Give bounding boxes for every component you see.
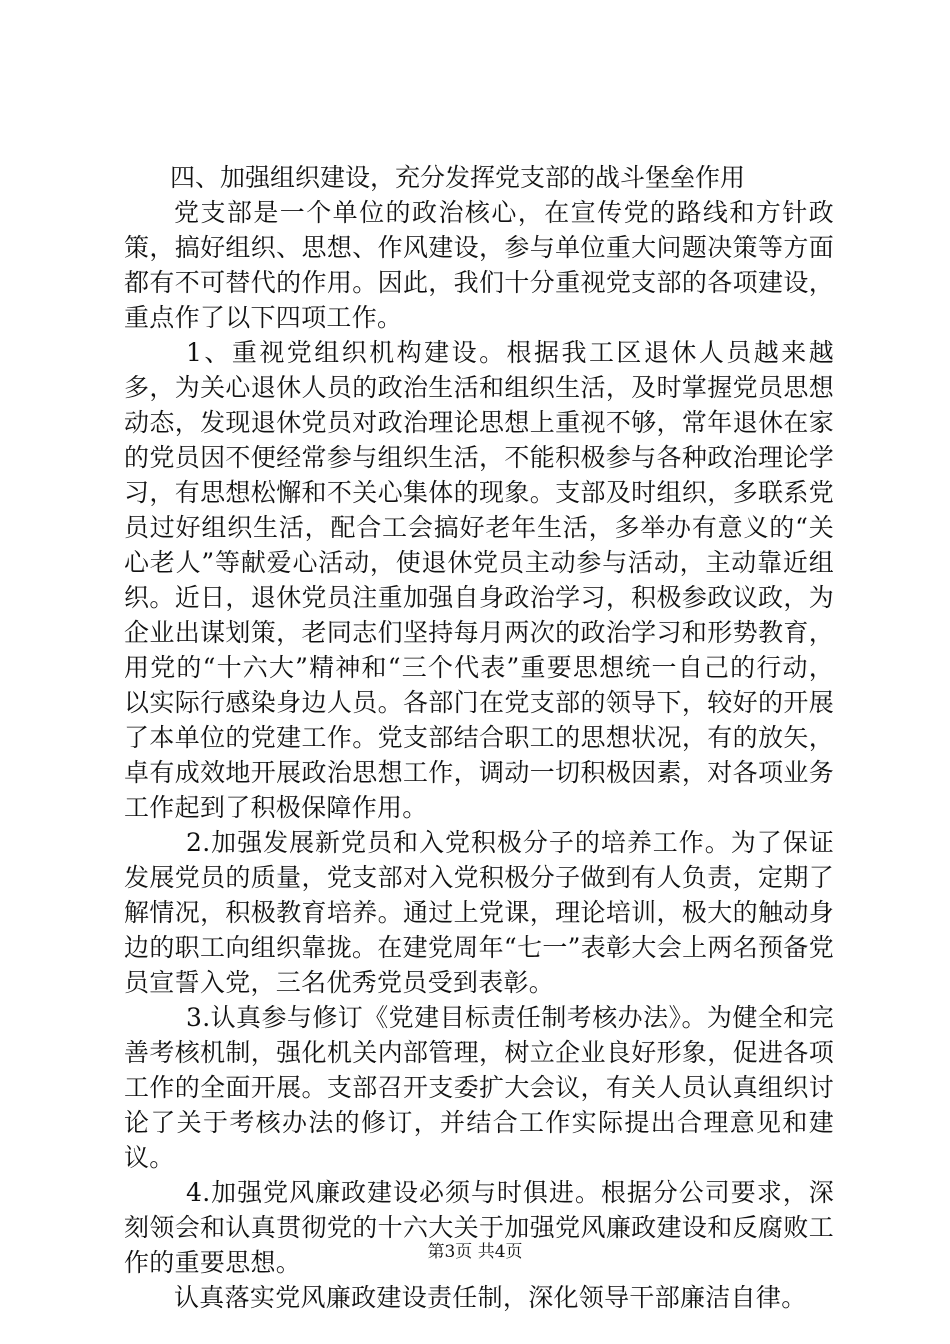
paragraph-item-1: 1、重视党组织机构建设。根据我工区退休人员越来越多，为关心退休人员的政治生活和组织生活，及时掌握党员思想动态，发现退休党员对政治理论思想上重视不够，常年退休在家的党员因不便经常参与组织生活，不能积极参与各种政治理论学习，有思想松懈和不关心集体的现象。支部及时组织，多联系党员过好组织生活，配合工会搞好老年生活，多举办有意义的“关心老人”等献爱心活动，使退休党员主动参与活动，主动靠近组织。近日，退休党员注重加强自身政治学习，积极参政议政，为企业出谋划策，老同志们坚持每月两次的政治学习和形势教育，用党的“十六大”精神和“三个代表”重要思想统一自己的行动，以实际行感染身边人员。各部门在党支部的领导下，较好的开展了本单位的党建工作。党支部结合职工的思想状况，有的放矢，卓有成效地开展政治思想工作，调动一切积极因素，对各项业务工作起到了积极保障作用。 [124, 338, 834, 822]
paragraph-intro: 党支部是一个单位的政治核心，在宣传党的路线和方针政策，搞好组织、思想、作风建设，参与单位重大问题决策等方面都有不可替代的作用。因此，我们十分重视党支部的各项建设，重点作了以下四项工作。 [124, 198, 834, 332]
paragraph-item-3: 3.认真参与修订《党建目标责任制考核办法》。为健全和完善考核机制，强化机关内部管理，树立企业良好形象，促进各项工作的全面开展。支部召开支委扩大会议，有关人员认真组织讨论了关于考核办法的修订，并结合工作实际提出合理意见和建议。 [124, 1003, 834, 1172]
document-body [124, 160, 834, 1315]
paragraph-item-2: 2.加强发展新党员和入党积极分子的培养工作。为了保证发展党员的质量，党支部对入党积极分子做到有人负责，定期了解情况，积极教育培养。通过上党课，理论培训，极大的触动身边的职工向组织靠拢。在建党周年“七一”表彰大会上两名预备党员宣誓入党，三名优秀党员受到表彰。 [124, 828, 834, 997]
section-heading: 四、加强组织建设，充分发挥党支部的战斗堡垒作用 [170, 163, 746, 192]
page-footer: 第3页 共4页 [427, 1242, 523, 1262]
paragraph-closing: 认真落实党风廉政建设责任制，深化领导干部廉洁自律。 [174, 1283, 807, 1312]
paragraph-item-4: 4.加强党风廉政建设必须与时俱进。根据分公司要求，深刻领会和认真贯彻党的十六大关于加强党风廉政建设和反腐败工作的重要思想。 [124, 1178, 834, 1277]
